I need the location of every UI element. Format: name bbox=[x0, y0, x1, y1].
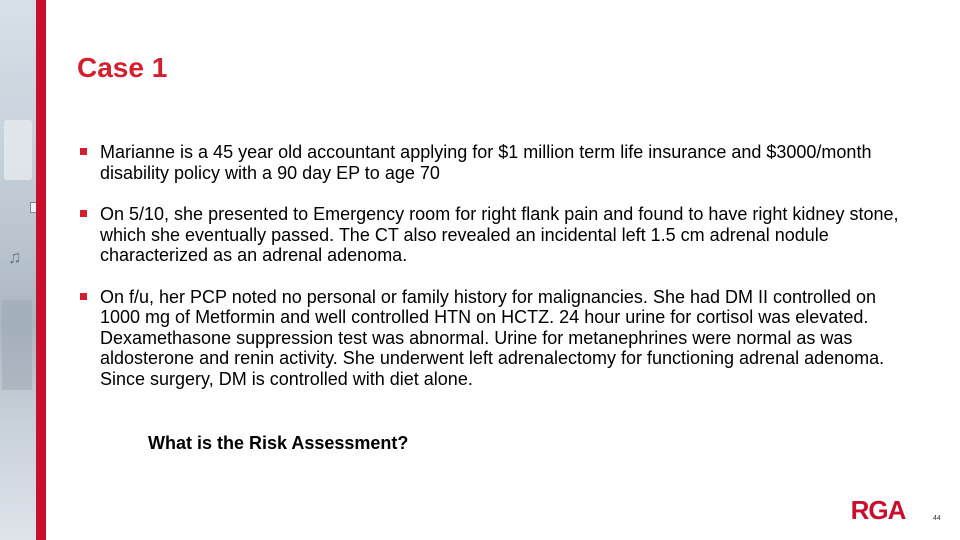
bullet-text: On f/u, her PCP noted no personal or family history for malignancies. She had DM II controlled on 1000 mg of Metformin and well controlled HTN on HCTZ. 24 hour urine for cortisol was elevated. Dexamethasone suppression test was abnormal. Urine for metanephrines were normal as was aldosterone and renin activity. She underwent left adrenalectomy for functioning adrenal adenoma. Since surgery, DM is controlled with diet alone. bbox=[100, 286, 885, 389]
page-number: 44 bbox=[933, 515, 941, 522]
music-note-icon: ♫ bbox=[8, 247, 22, 267]
bullet-list bbox=[80, 142, 920, 410]
side-photo-strip bbox=[0, 0, 36, 540]
bullet-text: Marianne is a 45 year old accountant applying for $1 million term life insurance and $3000/month disability policy with a 90 day EP to age 70 bbox=[100, 142, 872, 183]
bullet-item bbox=[80, 204, 920, 266]
rga-logo bbox=[843, 496, 913, 524]
bullet-item bbox=[80, 142, 920, 183]
slide-title: Case 1 bbox=[77, 52, 168, 83]
accent-bar bbox=[36, 0, 46, 540]
square-bullet-icon bbox=[80, 210, 87, 217]
svg-text:RGA: RGA bbox=[850, 496, 906, 524]
square-bullet-icon bbox=[80, 293, 87, 300]
square-bullet-icon bbox=[80, 148, 87, 155]
question-text: What is the Risk Assessment? bbox=[148, 433, 409, 453]
bullet-text: On 5/10, she presented to Emergency room for right flank pain and found to have right kidney stone, which she eventually passed. The CT also revealed an incidental left 1.5 cm adrenal nodule characterized as an adrenal adenoma. bbox=[100, 204, 899, 265]
bullet-item bbox=[80, 287, 920, 390]
